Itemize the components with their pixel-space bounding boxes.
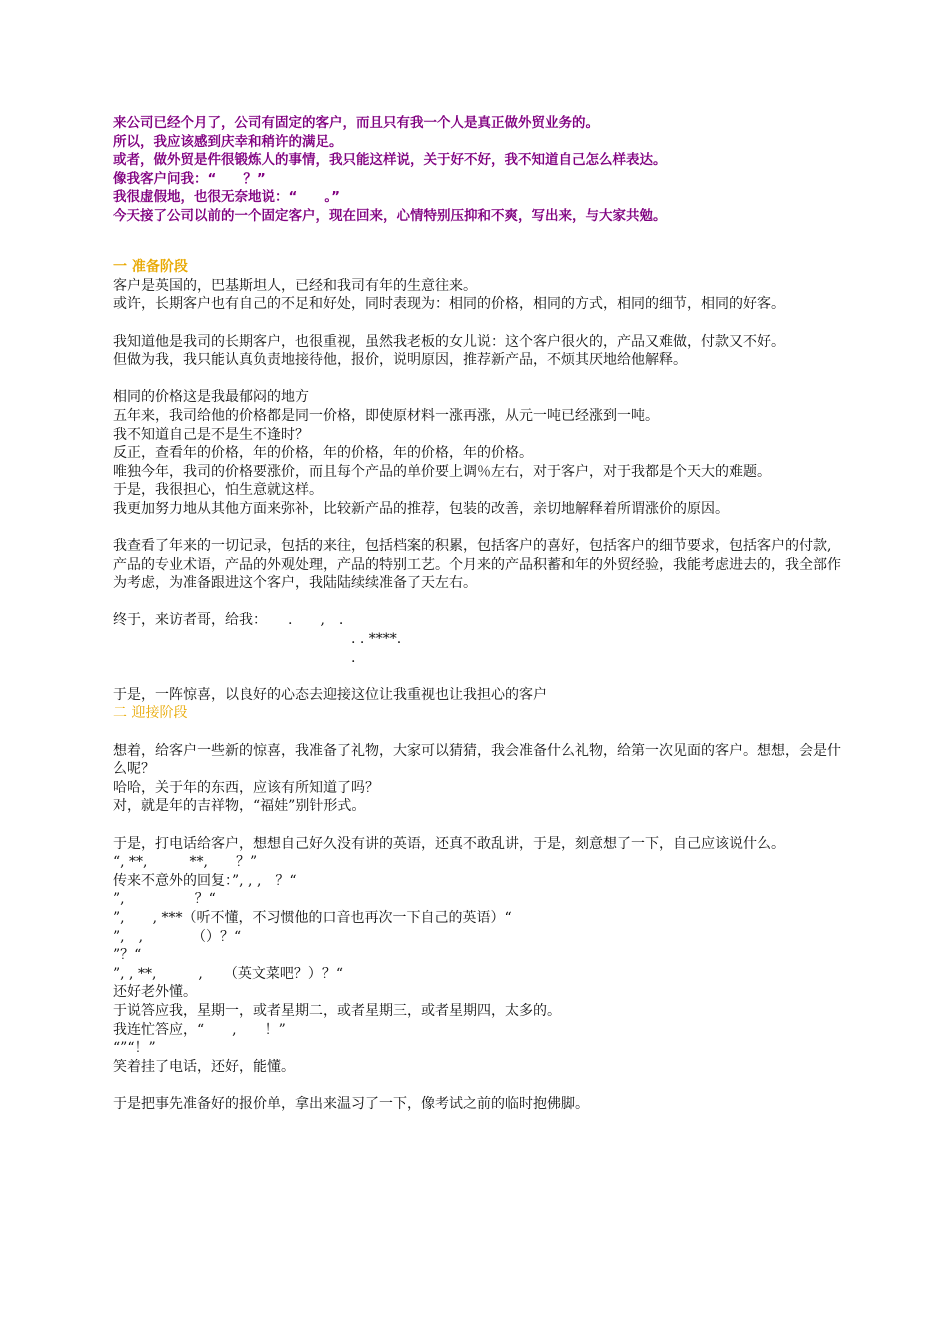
body-line: ”, , **, , （英文菜吧？）？“ xyxy=(113,965,344,982)
intro-line: 来公司已经个月了，公司有固定的客户，而且只有我一个人是真正做外贸业务的。 xyxy=(113,115,599,131)
body-line: 我连忙答应，“ , ！” xyxy=(113,1021,286,1038)
blank-line xyxy=(113,1076,843,1095)
spacer xyxy=(113,244,843,258)
intro-block xyxy=(113,114,843,226)
body-line: 我不知道自己是不是生不逢时？ xyxy=(113,426,309,443)
body-line: 还好老外懂。 xyxy=(113,984,197,1001)
blank-line xyxy=(113,370,843,389)
body-line: 我更加努力地从其他方面来弥补，比较新产品的推荐，包装的改善，亲切地解释着所谓涨价的原因。 xyxy=(113,500,729,517)
body-line: “”“！” xyxy=(113,1040,156,1057)
body-line: 传来不意外的回复：”, , , ？“ xyxy=(113,872,297,889)
body-line: 我知道他是我司的长期客户，也很重视，虽然我老板的女儿说：这个客户很火的，产品又难做，付款又不好。 xyxy=(113,333,785,350)
body-line: 但做为我，我只能认真负责地接待他，报价，说明原因，推荐新产品，不烦其厌地给他解释。 xyxy=(113,352,687,369)
blank-line xyxy=(113,314,843,333)
body-line: 于是，我很担心，怕生意就这样。 xyxy=(113,482,323,499)
blank-line xyxy=(113,593,843,612)
intro-line: 今天接了公司以前的一个固定客户，现在回来，心情特别压抑和不爽，写出来，与大家共勉。 xyxy=(113,207,667,224)
body-line: . xyxy=(113,649,356,666)
body-line: ”？“ xyxy=(113,947,142,964)
body-line: 或许，长期客户也有自己的不足和好处，同时表现为：相同的价格，相同的方式，相同的细节，相同的好客。 xyxy=(113,296,785,313)
blank-line xyxy=(113,723,843,742)
section-body xyxy=(113,723,843,1113)
body-line: ”, , ***（听不懂，不习惯他的口音也再次一下自己的英语）“ xyxy=(113,909,512,926)
body-line: 于是，打电话给客户，想想自己好久没有讲的英语，还真不敢乱讲，于是，刻意想了一下，自己应该说什么。 xyxy=(113,835,785,852)
body-line: 唯独今年，我司的价格要涨价，而且每个产品的单价要上调％左右，对于客户，对于我都是个天大的难题。 xyxy=(113,463,771,480)
blank-line xyxy=(113,518,843,537)
body-line: . . ****. xyxy=(113,631,402,648)
body-line: 我查看了年来的一切记录，包括的来往，包括档案的积累，包括客户的喜好，包括客户的细节要求，包括客户的付款,产品的专业术语，产品的外观处理，产品的特别工艺。个月来的产品积蓄和年的外贸经验，我能考虑进去的，我全部作为考虑，为准备跟进这个客户，我陆陆续续准备了天左右。 xyxy=(113,538,841,592)
body-line: 笑着挂了电话，还好，能懂。 xyxy=(113,1058,295,1075)
body-line: 于说答应我，星期一，或者星期二，或者星期三，或者星期四，太多的。 xyxy=(113,1002,561,1019)
body-line: 相同的价格这是我最郁闷的地方 xyxy=(113,389,309,406)
body-line: 终于，来访者哥，给我： . , . xyxy=(113,612,344,629)
body-line: ”, ？“ xyxy=(113,891,216,908)
body-line: 客户是英国的，巴基斯坦人，已经和我司有年的生意往来。 xyxy=(113,277,477,294)
body-line: 哈哈，关于年的东西，应该有所知道了吗？ xyxy=(113,779,379,796)
intro-line: 或者，做外贸是件很锻炼人的事情，我只能这样说，关于好不好，我不知道自己怎么样表达。 xyxy=(113,152,667,169)
section-body xyxy=(113,277,843,705)
body-line: 五年来，我司给他的价格都是同一价格，即使原材料一涨再涨，从元一吨已经涨到一吨。 xyxy=(113,407,659,424)
blank-line xyxy=(113,667,843,686)
intro-line: 所以，我应该感到庆幸和稍许的满足。 xyxy=(113,133,343,150)
intro-line: 我很虚假地，也很无奈地说：“ 。” xyxy=(113,189,340,206)
body-line: 对，就是年的吉祥物，“福娃”别针形式。 xyxy=(113,798,366,815)
intro-line: 像我客户问我：“ ？” xyxy=(113,170,266,187)
body-line: 反正，查看年的价格，年的价格，年的价格，年的价格，年的价格。 xyxy=(113,445,533,462)
body-line: ”, , （）？“ xyxy=(113,928,242,945)
section-heading: 二 迎接阶段 xyxy=(113,705,188,722)
section-heading: 一 准备阶段 xyxy=(113,259,188,276)
body-line: “, **, **, ？” xyxy=(113,854,258,871)
document-page xyxy=(113,114,843,1113)
body-line: 于是把事先准备好的报价单，拿出来温习了一下，像考试之前的临时抱佛脚。 xyxy=(113,1095,589,1112)
body-line: 于是，一阵惊喜，以良好的心态去迎接这位让我重视也让我担心的客户 xyxy=(113,686,547,703)
section-reception xyxy=(113,704,843,1113)
blank-line xyxy=(113,816,843,835)
body-line: 想着，给客户一些新的惊喜，我准备了礼物，大家可以猜猜，我会准备什么礼物，给第一次见面的客户。想想，会是什么呢？ xyxy=(113,742,841,778)
spacer xyxy=(113,226,843,245)
section-preparation xyxy=(113,258,843,704)
